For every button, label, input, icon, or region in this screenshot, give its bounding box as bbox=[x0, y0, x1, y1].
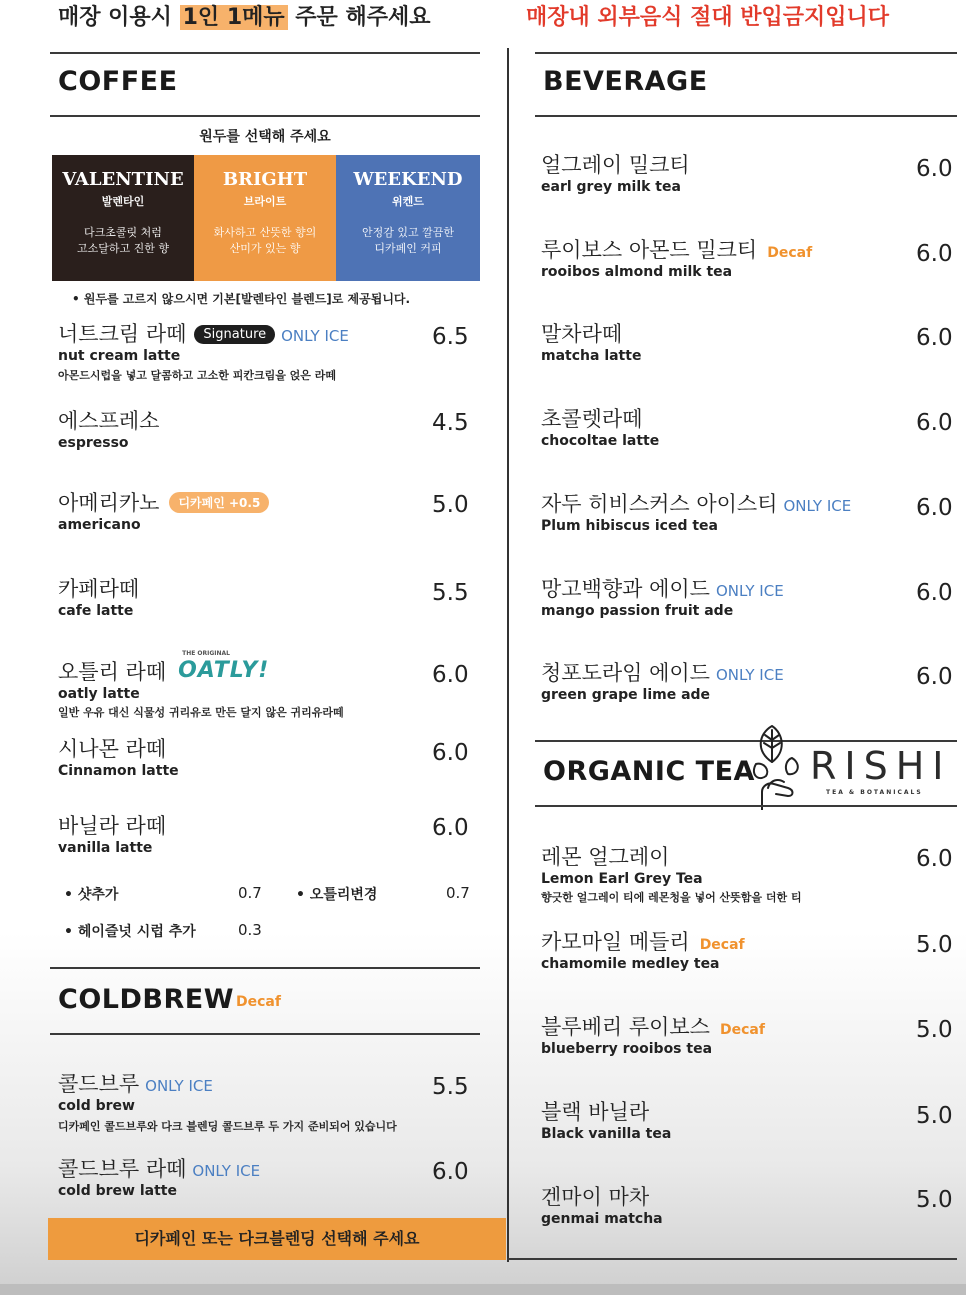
menu-item-name-ko bbox=[58, 1153, 260, 1183]
menu-item-name-ko bbox=[58, 1068, 397, 1098]
decaf-option-badge: 디카페인 +0.5 bbox=[169, 492, 269, 513]
bean-option-valentine bbox=[52, 155, 194, 281]
section-title-beverage: BEVERAGE bbox=[543, 66, 708, 97]
menu-item-description: 일반 우유 대신 식물성 귀리유로 만든 달지 않은 귀리유라떼 bbox=[58, 706, 344, 719]
menu-item-oatly-latte bbox=[58, 650, 344, 720]
menu-item-name-ko bbox=[58, 487, 269, 517]
menu-item-name-ko bbox=[58, 650, 344, 686]
oatly-logo-tagline: THE ORIGINAL bbox=[182, 650, 231, 657]
menu-item-name-ko: 에스프레소 bbox=[58, 409, 160, 433]
menu-item-name-ko bbox=[541, 1011, 765, 1041]
bean-name: BRIGHT bbox=[222, 169, 308, 190]
menu-item-name-text: 카모마일 메들리 bbox=[541, 930, 690, 954]
menu-item-genmai-matcha bbox=[541, 1181, 663, 1227]
divider bbox=[50, 115, 480, 117]
bean-desc-line: 화사하고 산뜻한 향의 bbox=[213, 226, 317, 239]
menu-item-name-en: matcha latte bbox=[541, 348, 642, 364]
menu-item-price: 6.0 bbox=[916, 156, 953, 182]
bean-option-bright bbox=[194, 155, 336, 281]
bean-ko-name: 브라이트 bbox=[243, 195, 287, 208]
divider bbox=[50, 1033, 480, 1035]
bean-desc-line: 다크초콜릿 처럼 bbox=[84, 226, 162, 239]
menu-item-name-text: 아메리카노 bbox=[58, 491, 160, 515]
menu-item-name-ko: 초콜렛라떼 bbox=[541, 407, 643, 431]
only-ice-tag: ONLY ICE bbox=[281, 327, 349, 345]
menu-item-name-text: 자두 히비스커스 아이스티 bbox=[541, 492, 778, 516]
menu-item-rooibos-almond-milk-tea bbox=[541, 234, 812, 280]
addon-price: 0.7 bbox=[238, 884, 262, 902]
menu-item-name-en: vanilla latte bbox=[58, 840, 153, 856]
menu-item-price: 5.0 bbox=[916, 932, 953, 958]
menu-item-price: 5.5 bbox=[432, 580, 469, 606]
decaf-tag: Decaf bbox=[719, 1022, 765, 1038]
addon-label: • 오틀리변경 bbox=[296, 887, 378, 903]
menu-item-matcha-latte bbox=[541, 318, 641, 364]
notice-no-outside-food: 매장내 외부음식 절대 반입금지입니다 bbox=[526, 5, 890, 30]
bean-description bbox=[336, 225, 480, 257]
menu-item-description: 아몬드시럽을 넣고 달콤하고 고소한 피칸크림을 얹은 라떼 bbox=[58, 369, 336, 382]
menu-item-name-text: 콜드브루 bbox=[58, 1072, 140, 1096]
only-ice-tag: ONLY ICE bbox=[145, 1077, 213, 1095]
menu-item-price: 6.0 bbox=[916, 846, 953, 872]
menu-item-name-text: 블루베리 루이보스 bbox=[541, 1015, 710, 1039]
menu-item-price: 5.0 bbox=[432, 492, 469, 518]
menu-item-green-grape-lime-ade bbox=[541, 657, 784, 703]
menu-item-price: 6.0 bbox=[916, 580, 953, 606]
menu-item-cafe-latte bbox=[58, 573, 139, 619]
menu-item-name-en: cold brew bbox=[58, 1098, 135, 1114]
menu-item-name-en: genmai matcha bbox=[541, 1211, 663, 1227]
menu-item-name-en: Cinnamon latte bbox=[58, 763, 179, 779]
menu-item-espresso bbox=[58, 405, 159, 451]
menu-item-plum-hibiscus-iced-tea bbox=[541, 488, 851, 534]
bean-ko-name: 발렌타인 bbox=[101, 195, 145, 208]
column-divider bbox=[507, 48, 509, 1262]
menu-item-price: 5.5 bbox=[432, 1074, 469, 1100]
menu-item-name-ko: 레몬 얼그레이 bbox=[541, 845, 670, 869]
bottom-edge bbox=[0, 1284, 966, 1295]
bean-desc-line: 디카페인 커피 bbox=[374, 242, 442, 255]
menu-item-name-ko bbox=[541, 926, 745, 956]
decaf-tag: Decaf bbox=[699, 937, 745, 953]
bean-desc-line: 안정감 있고 깔끔한 bbox=[361, 226, 454, 239]
menu-item-price: 5.0 bbox=[916, 1187, 953, 1213]
menu-item-price: 6.0 bbox=[916, 410, 953, 436]
menu-item-name-en: rooibos almond milk tea bbox=[541, 264, 733, 280]
decaf-choice-banner: 디카페인 또는 다크블렌딩 선택해 주세요 bbox=[48, 1218, 506, 1260]
only-ice-tag: ONLY ICE bbox=[192, 1162, 261, 1180]
menu-item-price: 6.5 bbox=[432, 324, 469, 350]
decaf-tag: Decaf bbox=[767, 245, 813, 261]
menu-item-price: 5.0 bbox=[916, 1017, 953, 1043]
menu-item-name-en: earl grey milk tea bbox=[541, 179, 681, 195]
menu-item-chocolate-latte bbox=[541, 403, 659, 449]
menu-item-price: 5.0 bbox=[916, 1103, 953, 1129]
addon-label: • 샷추가 bbox=[64, 887, 119, 903]
menu-item-name-en: oatly latte bbox=[58, 686, 140, 702]
bean-description bbox=[52, 225, 194, 257]
bean-name: VALENTINE bbox=[62, 169, 184, 190]
menu-item-cold-brew-latte bbox=[58, 1153, 260, 1199]
menu-item-blueberry-rooibos bbox=[541, 1011, 765, 1057]
menu-item-name-ko: 겐마이 마차 bbox=[541, 1185, 650, 1209]
rishi-logo: RISHI bbox=[810, 744, 952, 788]
menu-item-name-text: 오틀리 라떼 bbox=[58, 660, 167, 684]
menu-item-name-text: 망고백향과 에이드 bbox=[541, 577, 710, 601]
only-ice-tag: ONLY ICE bbox=[715, 582, 784, 600]
menu-item-name-ko: 말차라떼 bbox=[541, 322, 623, 346]
addon-price: 0.3 bbox=[238, 921, 262, 939]
menu-item-earl-grey-milk-tea bbox=[541, 149, 690, 195]
divider bbox=[535, 740, 957, 742]
menu-item-price: 6.0 bbox=[432, 815, 469, 841]
bean-ko-name: 위켄드 bbox=[392, 195, 424, 208]
signature-badge: Signature bbox=[194, 325, 275, 344]
oatly-logo-text: OATLY! bbox=[178, 658, 270, 683]
menu-item-name-text: 청포도라임 에이드 bbox=[541, 661, 710, 685]
menu-item-name-ko: 바닐라 라떼 bbox=[58, 814, 167, 838]
bean-default-note: • 원두를 고르지 않으시면 기본[발렌타인 블렌드]로 제공됩니다. bbox=[72, 292, 411, 306]
menu-item-name-en: nut cream latte bbox=[58, 348, 181, 364]
menu-item-name-text: 콜드브루 라떼 bbox=[58, 1157, 187, 1181]
menu-item-price: 6.0 bbox=[916, 495, 953, 521]
menu-item-name-en: Lemon Earl Grey Tea bbox=[541, 871, 703, 887]
notice-one-menu bbox=[58, 0, 430, 31]
menu-item-price: 6.0 bbox=[916, 664, 953, 690]
addon-label: • 헤이즐넛 시럽 추가 bbox=[64, 924, 196, 940]
bean-desc-line: 산미가 있는 향 bbox=[229, 242, 301, 255]
menu-item-name-ko: 블랙 바닐라 bbox=[541, 1100, 650, 1124]
menu-item-vanilla-latte bbox=[58, 810, 166, 856]
divider bbox=[535, 52, 957, 54]
only-ice-tag: ONLY ICE bbox=[715, 666, 784, 684]
notice-left-highlight: 1인 1메뉴 bbox=[180, 5, 288, 30]
divider bbox=[535, 115, 957, 117]
menu-item-mango-passion-fruit-ade bbox=[541, 573, 784, 619]
menu-item-name-en: chocoltae latte bbox=[541, 433, 660, 449]
menu-item-name-ko bbox=[58, 318, 349, 348]
notice-left-post: 주문 해주세요 bbox=[287, 5, 431, 30]
oatly-logo bbox=[178, 650, 270, 683]
menu-item-name-ko bbox=[541, 573, 784, 603]
bean-prompt: 원두를 선택해 주세요 bbox=[199, 129, 331, 145]
bean-desc-line: 고소달하고 진한 향 bbox=[76, 242, 169, 255]
menu-item-name-en: cold brew latte bbox=[58, 1183, 177, 1199]
addon-price: 0.7 bbox=[446, 884, 470, 902]
menu-item-name-en: blueberry rooibos tea bbox=[541, 1041, 713, 1057]
menu-item-price: 6.0 bbox=[432, 740, 469, 766]
menu-item-price: 6.0 bbox=[916, 241, 953, 267]
menu-item-name-en: espresso bbox=[58, 435, 129, 451]
menu-item-price: 6.0 bbox=[432, 1159, 469, 1185]
menu-item-name-en: cafe latte bbox=[58, 603, 134, 619]
only-ice-tag: ONLY ICE bbox=[783, 497, 852, 515]
divider bbox=[535, 805, 957, 807]
section-title-coffee: COFFEE bbox=[58, 66, 178, 97]
menu-item-description: 디카페인 콜드브루와 다크 블렌딩 콜드브루 두 가지 준비되어 있습니다 bbox=[58, 1120, 397, 1133]
menu-item-name-ko bbox=[541, 234, 812, 264]
divider bbox=[50, 967, 480, 969]
menu-item-name-ko: 시나몬 라떼 bbox=[58, 737, 167, 761]
decaf-tag: Decaf bbox=[236, 994, 281, 1010]
section-title-organic-tea: ORGANIC TEA bbox=[543, 756, 755, 787]
menu-item-price: 6.0 bbox=[432, 662, 469, 688]
bean-name: WEEKEND bbox=[353, 169, 463, 190]
menu-item-name-ko bbox=[541, 488, 851, 518]
menu-item-name-ko: 얼그레이 밀크티 bbox=[541, 153, 690, 177]
menu-item-cold-brew bbox=[58, 1068, 397, 1134]
divider bbox=[50, 52, 480, 54]
rishi-logo-tagline: TEA & BOTANICALS bbox=[826, 789, 923, 796]
menu-item-name-en: chamomile medley tea bbox=[541, 956, 720, 972]
menu-item-name-ko bbox=[541, 657, 784, 687]
menu-item-name-ko: 카페라떼 bbox=[58, 577, 140, 601]
menu-item-name-en: Black vanilla tea bbox=[541, 1126, 672, 1142]
menu-item-name-en: americano bbox=[58, 517, 141, 533]
menu-item-nut-cream-latte bbox=[58, 318, 349, 383]
divider bbox=[507, 1258, 957, 1260]
menu-item-name-en: green grape lime ade bbox=[541, 687, 711, 703]
menu-item-lemon-earl-grey bbox=[541, 841, 802, 905]
menu-item-cinnamon-latte bbox=[58, 733, 179, 779]
bean-option-weekend bbox=[336, 155, 480, 281]
menu-item-name-text: 너트크림 라떼 bbox=[58, 322, 187, 346]
bean-description bbox=[194, 225, 336, 257]
menu-item-name-en: mango passion fruit ade bbox=[541, 603, 734, 619]
menu-item-name-en: Plum hibiscus iced tea bbox=[541, 518, 719, 534]
menu-item-price: 6.0 bbox=[916, 325, 953, 351]
menu-item-americano bbox=[58, 487, 269, 533]
menu-item-black-vanilla bbox=[541, 1096, 671, 1142]
menu-item-price: 4.5 bbox=[432, 410, 469, 436]
section-title-coldbrew: COLDBREW bbox=[58, 984, 234, 1015]
menu-item-description: 향긋한 얼그레이 티에 레몬청을 넣어 산뜻함을 더한 티 bbox=[541, 891, 802, 904]
menu-item-name-text: 루이보스 아몬드 밀크티 bbox=[541, 238, 758, 262]
notice-left-pre: 매장 이용시 bbox=[58, 5, 180, 30]
tea-leaf-hand-icon bbox=[748, 722, 804, 810]
menu-item-chamomile-medley bbox=[541, 926, 745, 972]
